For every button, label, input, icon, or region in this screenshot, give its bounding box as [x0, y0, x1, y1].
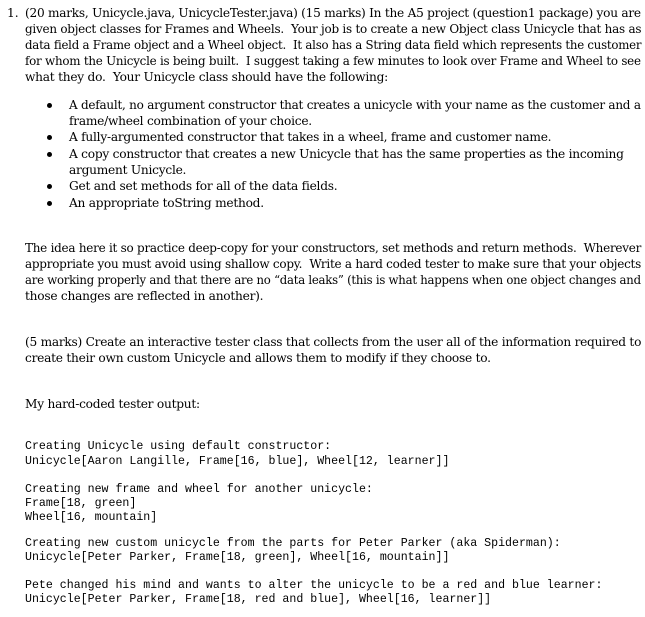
intro-line: data field a Frame object and a Wheel object. It also has a String data field which represents the customer [25, 38, 642, 52]
output-line: Pete changed his mind and wants to alter the unicycle to be a red and blue learner: [25, 579, 603, 592]
bullet-icon [47, 135, 52, 140]
paragraph-line: those changes are reflected in another). [25, 289, 264, 303]
output-line: Unicycle[Peter Parker, Frame[18, green], Wheel[16, mountain]] [25, 551, 450, 564]
question-number: 1. [7, 6, 19, 20]
bullet-icon [47, 103, 52, 108]
paragraph-line: The idea here it so practice deep-copy for your constructors, set methods and return methods. Wherever [25, 241, 642, 255]
paragraph-line: appropriate you must avoid using shallow copy. Write a hard coded tester to make sure that your objects [25, 257, 641, 271]
output-line: Wheel[16, mountain] [25, 511, 158, 524]
list-item-text: An appropriate toString method. [69, 196, 264, 210]
intro-line: what they do. Your Unicycle class should have the following: [25, 70, 388, 84]
list-item-text: A copy constructor that creates a new Unicycle that has the same properties as the incoming [69, 147, 624, 161]
paragraph-line: (5 marks) Create an interactive tester class that collects from the user all of the information required to [25, 335, 642, 349]
list-item-text: argument Unicycle. [69, 163, 187, 177]
output-heading: My hard-coded tester output: [25, 397, 200, 411]
list-item-text: frame/wheel combination of your choice. [69, 114, 312, 128]
paragraph-line: create their own custom Unicycle and allows them to modify if they choose to. [25, 351, 491, 365]
paragraph-line: are working properly and that there are no “data leaks” (this is what happens when one object changes and [25, 273, 641, 287]
intro-line: given object classes for Frames and Wheels. Your job is to create a new Object class Unicycle that has as [25, 22, 642, 36]
output-line: Creating new custom unicycle from the parts for Peter Parker (aka Spiderman): [25, 537, 561, 550]
output-line: Frame[18, green] [25, 497, 137, 510]
bullet-icon [47, 201, 52, 206]
output-line: Creating Unicycle using default constructor: [25, 440, 332, 453]
intro-line: for whom the Unicycle is being built. I suggest taking a few minutes to look over Frame and Wheel to see [25, 54, 641, 68]
output-line: Creating new frame and wheel for another unicycle: [25, 483, 373, 496]
intro-line: (20 marks, Unicycle.java, UnicycleTester.java) (15 marks) In the A5 project (question1 package) you are [25, 6, 641, 20]
output-line: Unicycle[Aaron Langille, Frame[16, blue], Wheel[12, learner]] [25, 455, 450, 468]
list-item-text: Get and set methods for all of the data fields. [69, 179, 338, 193]
list-item-text: A default, no argument constructor that creates a unicycle with your name as the customer and a [69, 98, 641, 112]
bullet-icon [47, 152, 52, 157]
bullet-icon [47, 184, 52, 189]
output-line: Unicycle[Peter Parker, Frame[18, red and blue], Wheel[16, learner]] [25, 593, 492, 606]
list-item-text: A fully-argumented constructor that takes in a wheel, frame and customer name. [69, 130, 552, 144]
